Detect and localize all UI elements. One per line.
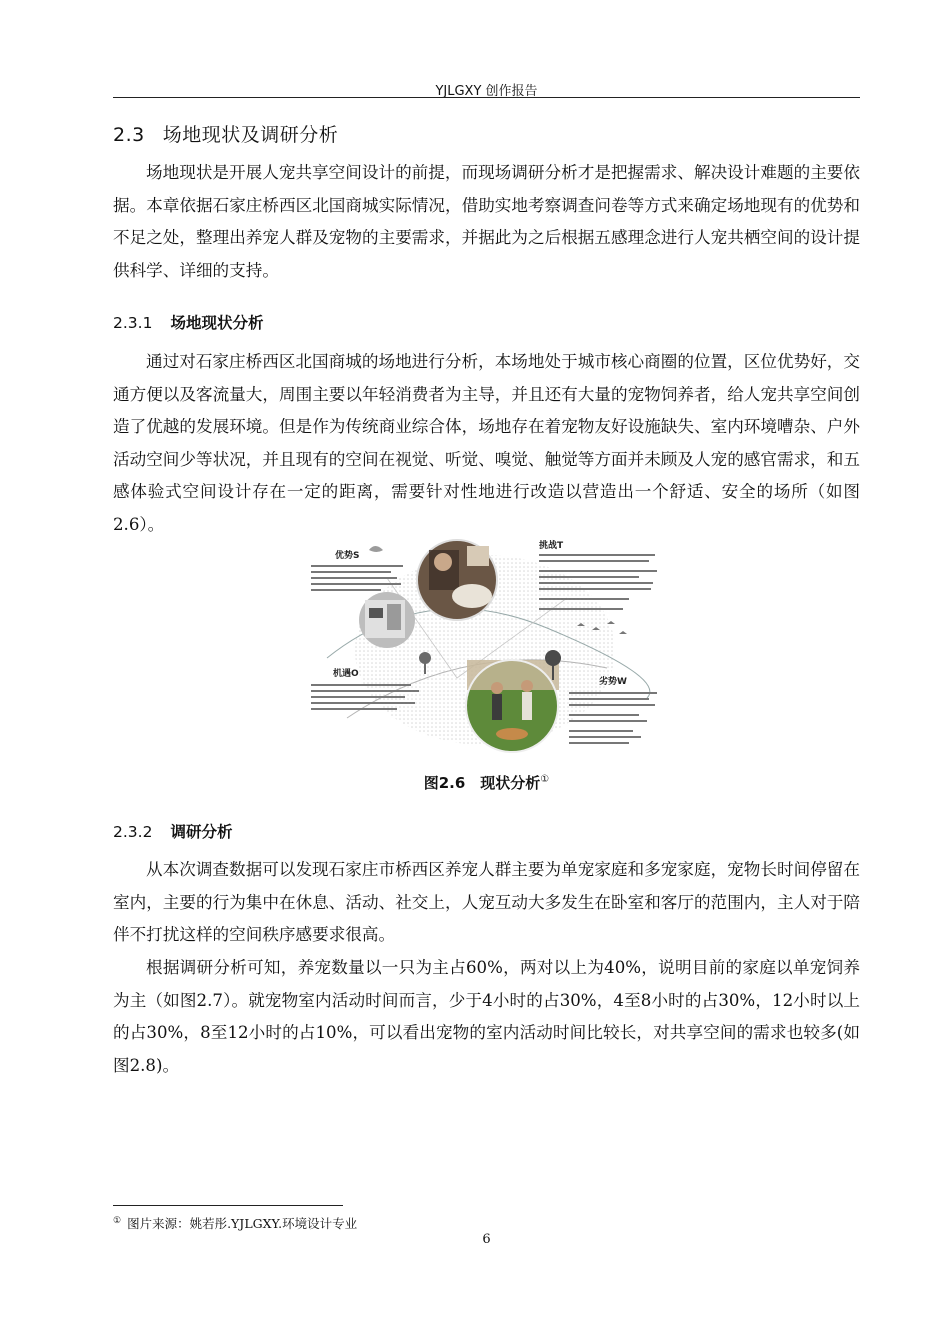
swot-figure [307, 538, 663, 762]
opportunity-label: 机遇O [333, 669, 359, 679]
paragraph-research-1: 从本次调查数据可以发现石家庄市桥西区养宠人群主要为单宠家庭和多宠家庭，宠物长时间停留在室内，主要的行为集中在休息、活动、社交上，人宠互动大多发生在卧室和客厅的范围内，主人对于陪伴不打扰这样的空间秩序感要求很高。 [113, 860, 860, 945]
section-title: 场地现状及调研分析 [162, 124, 339, 146]
threat-label: 挑战T [539, 541, 564, 551]
page-number: 6 [482, 1232, 491, 1247]
paragraph-intro: 场地现状是开展人宠共享空间设计的前提，而现场调研分析才是把握需求、解决设计难题的主要依据。本章依据石家庄桥西区北国商城实际情况，借助实地考察调查问卷等方式来确定场地现有的优势和不足之处，整理出养宠人群及宠物的主要需求，并据此为之后根据五感理念进行人宠共栖空间的设计提供科学、详细的支持。 [113, 163, 860, 280]
subsection-heading-research [113, 820, 232, 842]
subsection-heading-site [113, 311, 263, 333]
photo-person-with-dog [417, 540, 497, 620]
footnote-mark: ① [113, 1215, 122, 1226]
header-rule [113, 97, 860, 98]
photo-dog-walking-lawn [466, 660, 559, 752]
footnote-rule [113, 1205, 343, 1206]
footnote [113, 1214, 357, 1232]
strength-block [311, 546, 403, 591]
photo-store-interior [359, 592, 415, 648]
page-header: YJLGXY 创作报告 [435, 84, 538, 99]
subsection-title: 场地现状分析 [170, 314, 264, 332]
paragraph-research-2: 根据调研分析可知，养宠数量以一只为主占60%，两对以上为40%，说明目前的家庭以单宠饲养为主（如图2.7）。就宠物室内活动时间而言，少于4小时的占30%，4至8小时的占30%，12小时以上的占30%，8至12小时的占10%，可以看出宠物的室内活动时间比较长，对共享空间的需求也较多(如图2.8)。 [113, 958, 860, 1075]
paragraph-site: 通过对石家庄桥西区北国商城的场地进行分析，本场地处于城市核心商圈的位置，区位优势好，交通方便以及客流量大，周围主要以年轻消费者为主导，并且还有大量的宠物饲养者，给人宠共享空间创造了优越的发展环境。但是作为传统商业综合体，场地存在着宠物友好设施缺失、室内环境嘈杂、户外活动空间少等状况，并且现有的空间在视觉、听觉、嗅觉、触觉等方面并未顾及人宠的感官需求，和五感体验式空间设计存在一定的距离，需要针对性地进行改造以营造出一个舒适、安全的场所（如图2.6）。 [113, 352, 860, 534]
subsection-title: 调研分析 [170, 823, 233, 841]
section-number: 2.3 [113, 124, 145, 146]
swot-illustration [307, 538, 663, 762]
bird-icon [369, 546, 383, 552]
footnote-text: 图片来源：姚若彤.YJLGXY.环境设计专业 [127, 1216, 358, 1231]
figure-caption [113, 772, 860, 793]
figure-caption-note: ① [540, 774, 550, 785]
subsection-number: 2.3.2 [113, 823, 153, 841]
figure-caption-text: 图2.6 现状分析 [423, 774, 541, 792]
weakness-label: 劣势W [599, 677, 627, 687]
section-heading [113, 120, 338, 147]
strength-label: 优势S [335, 551, 360, 561]
subsection-number: 2.3.1 [113, 314, 153, 332]
